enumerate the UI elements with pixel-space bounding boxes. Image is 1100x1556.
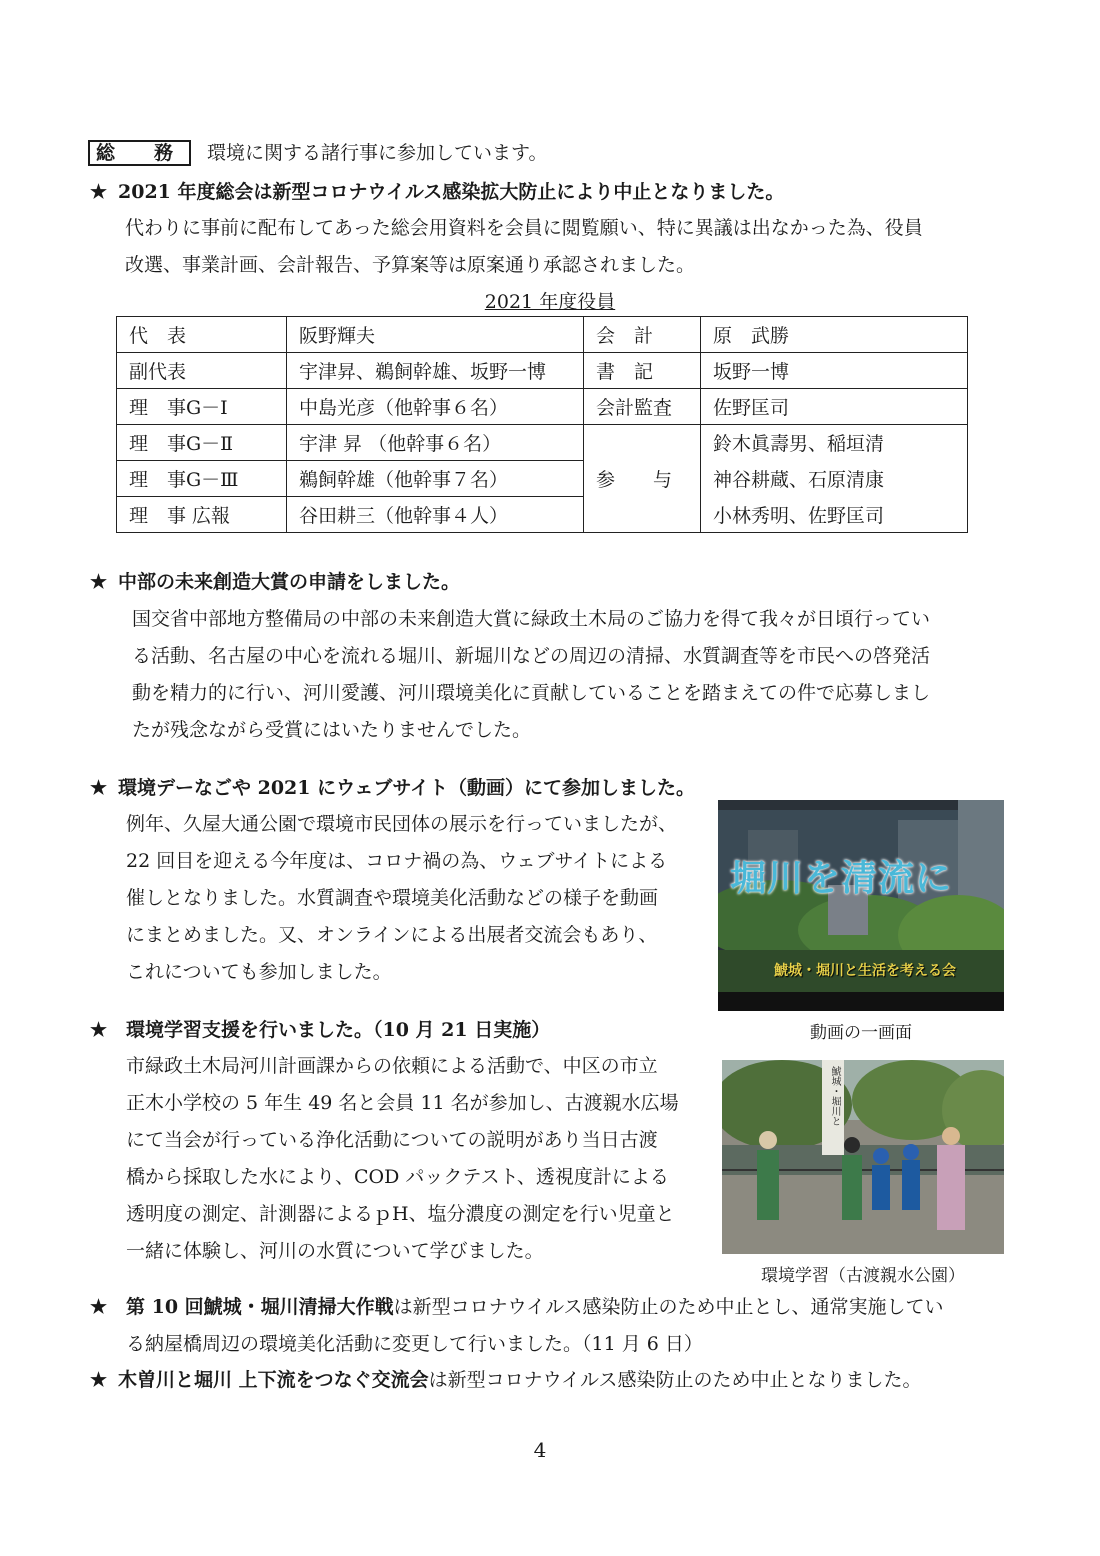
table-row <box>117 353 968 389</box>
star-icon: ★ <box>90 1296 108 1318</box>
item4-body-line: 正木小学校の 5 年生 49 名と会員 11 名が参加し、古渡親水広場 <box>126 1092 679 1114</box>
item4-body-line: 一緒に体験し、河川の水質について学びました。 <box>126 1240 544 1262</box>
environmental-study-photo <box>722 1060 1004 1254</box>
item2-body-line: る活動、名古屋の中心を流れる堀川、新堀川などの周辺の清掃、水質調査等を市民への啓発活 <box>132 645 931 667</box>
item6-title: 木曽川と堀川 上下流をつなぐ交流会 <box>118 1369 429 1391</box>
star-icon: ★ <box>90 181 108 203</box>
photo2-caption: 環境学習（古渡親水公園） <box>761 1266 965 1286</box>
table-cell: 理 事G－Ⅲ <box>117 461 287 497</box>
page-number: 4 <box>533 1438 547 1462</box>
table-row <box>117 317 968 353</box>
item1-body-line: 代わりに事前に配布してあった総会用資料を会員に閲覧願い、特に異議は出なかった為、役員 <box>125 217 923 239</box>
section-description: 環境に関する諸行事に参加しています。 <box>207 142 548 164</box>
table-row <box>117 461 968 497</box>
item3-body-line: これについても参加しました。 <box>126 961 392 983</box>
item3-body-line: にまとめました。又、オンラインによる出展者交流会もあり、 <box>126 924 658 946</box>
table-cell: 宇津 昇 （他幹事６名） <box>287 425 584 461</box>
star-icon: ★ <box>90 571 108 593</box>
star-icon: ★ <box>90 1019 108 1041</box>
table-cell: 会計監査 <box>584 389 701 425</box>
item2-body-line: 動を精力的に行い、河川愛護、河川環境美化に貢献していることを踏まえての件で応募しまし <box>132 682 931 704</box>
table-cell: 理 事G－Ⅰ <box>117 389 287 425</box>
item6-rest: は新型コロナウイルス感染防止のため中止となりました。 <box>428 1369 922 1391</box>
table-cell: 阪野輝夫 <box>287 317 584 353</box>
table-cell: 谷田耕三（他幹事４人） <box>287 497 584 533</box>
table-cell: 書 記 <box>584 353 701 389</box>
table-cell: 中島光彦（他幹事６名） <box>287 389 584 425</box>
item2-body-line: たが残念ながら受賞にはいたりませんでした。 <box>132 719 532 741</box>
item5-text <box>90 1295 944 1319</box>
table-cell: 神谷耕蔵、石原清康 <box>701 461 968 497</box>
item4-body-line: 橋から採取した水により、COD パックテスト、透視度計による <box>126 1166 669 1188</box>
banner-sign-text: 鯱城・堀川と <box>829 1066 840 1126</box>
table-cell: 理 事G－Ⅱ <box>117 425 287 461</box>
item3-body-line: 催しとなりました。水質調査や環境美化活動などの様子を動画 <box>126 887 659 909</box>
video-title-text: 堀川を清流に <box>730 858 953 899</box>
table-cell: 副代表 <box>117 353 287 389</box>
table-row <box>117 497 968 533</box>
table-cell: 佐野匡司 <box>701 389 968 425</box>
table-cell: 理 事 広報 <box>117 497 287 533</box>
officers-table <box>116 316 968 533</box>
item6-text <box>90 1368 922 1392</box>
table-cell: 会 計 <box>584 317 701 353</box>
item4-body-line: 市緑政土木局河川計画課からの依頼による活動で、中区の市立 <box>126 1055 658 1077</box>
item3-body-line: 例年、久屋大通公園で環境市民団体の展示を行っていましたが、 <box>126 813 678 835</box>
item4-body-line: にて当会が行っている浄化活動についての説明があり当日古渡 <box>126 1129 658 1151</box>
officers-table-title: 2021 年度役員 <box>484 291 616 313</box>
study-scene-illustration <box>722 1060 1004 1254</box>
item3-title: ★ 環境デーなごや 2021 にウェブサイト（動画）にて参加しました。 <box>90 777 696 799</box>
table-cell: 鵜飼幹雄（他幹事７名） <box>287 461 584 497</box>
item2-title: ★ 中部の未来創造大賞の申請をしました。 <box>90 571 461 593</box>
table-cell: 参 与 <box>584 425 701 533</box>
section-header <box>88 141 548 165</box>
item2-body-line: 国交省中部地方整備局の中部の未来創造大賞に緑政土木局のご協力を得て我々が日頃行ってい <box>132 608 931 630</box>
star-icon: ★ <box>90 777 108 799</box>
table-row <box>117 425 968 461</box>
item3-body-line: 22 回目を迎える今年度は、コロナ禍の為、ウェブサイトによる <box>126 850 668 872</box>
video-subtitle-text: 鯱城・堀川と生活を考える会 <box>774 963 956 979</box>
table-cell: 代 表 <box>117 317 287 353</box>
video-screenshot-image <box>718 800 1004 1011</box>
table-row <box>117 389 968 425</box>
item5-rest: は新型コロナウイルス感染防止のため中止とし、通常実施してい <box>393 1296 944 1318</box>
table-cell: 坂野一博 <box>701 353 968 389</box>
item5-line2: る納屋橋周辺の環境美化活動に変更して行いました。（11 月 6 日） <box>126 1333 703 1355</box>
photo1-caption: 動画の一画面 <box>810 1023 912 1043</box>
section-label: 総 務 <box>88 140 191 166</box>
table-cell: 原 武勝 <box>701 317 968 353</box>
table-cell: 鈴木眞壽男、稲垣清 <box>701 425 968 461</box>
item1-body-line: 改選、事業計画、会計報告、予算案等は原案通り承認されました。 <box>125 254 696 276</box>
star-icon: ★ <box>90 1369 108 1391</box>
item4-title: ★ 環境学習支援を行いました。（10 月 21 日実施） <box>90 1019 551 1041</box>
table-cell: 小林秀明、佐野匡司 <box>701 497 968 533</box>
table-cell: 宇津昇、鵜飼幹雄、坂野一博 <box>287 353 584 389</box>
item5-title: 第 10 回鯱城・堀川清掃大作戦 <box>126 1296 394 1318</box>
item1-title: ★ 2021 年度総会は新型コロナウイルス感染拡大防止により中止となりました。 <box>90 181 785 203</box>
item4-body-line: 透明度の測定、計測器によるｐH、塩分濃度の測定を行い児童と <box>126 1203 675 1225</box>
